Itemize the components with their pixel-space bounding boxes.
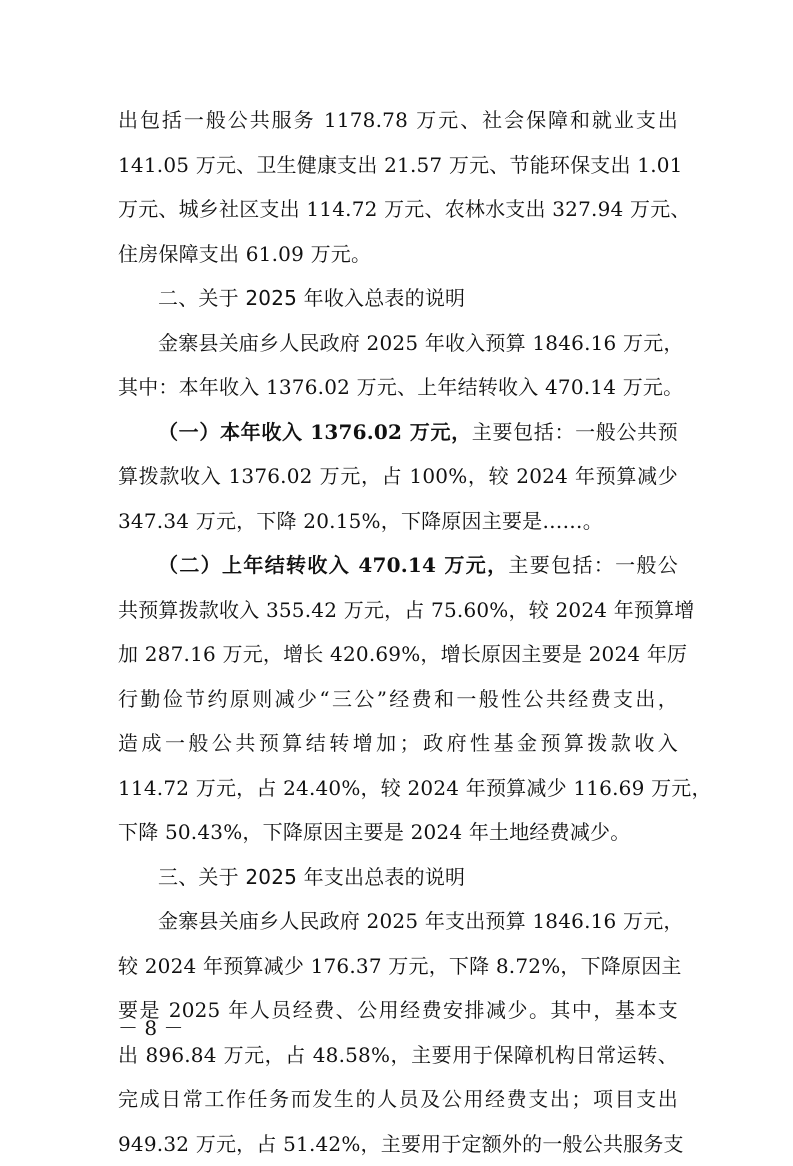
text-line: 金寨县关庙乡人民政府 2025 年支出预算 1846.16 万元， <box>118 899 678 944</box>
text-line: 金寨县关庙乡人民政府 2025 年收入预算 1846.16 万元， <box>118 321 678 366</box>
text-line: 下降 50.43%，下降原因主要是 2024 年土地经费减少。 <box>118 810 678 855</box>
text-line <box>118 410 678 455</box>
text-line: 要是 2025 年人员经费、公用经费安排减少。其中，基本支 <box>118 988 678 1033</box>
text-line: 141.05 万元、卫生健康支出 21.57 万元、节能环保支出 1.01 <box>118 143 678 188</box>
text-line: 347.34 万元，下降 20.15%，下降原因主要是……。 <box>118 499 678 544</box>
text-line: 114.72 万元，占 24.40%，较 2024 年预算减少 116.69 万元， <box>118 766 678 811</box>
subheading-current-year-income: （一）本年收入 1376.02 万元， <box>158 420 472 444</box>
section-heading-expenditure: 三、关于 2025 年支出总表的说明 <box>118 855 678 900</box>
section-heading-income: 二、关于 2025 年收入总表的说明 <box>118 276 678 321</box>
subheading-carryover-income: （二）上年结转收入 470.14 万元， <box>158 553 508 577</box>
text-line: 其中：本年收入 1376.02 万元、上年结转收入 470.14 万元。 <box>118 365 678 410</box>
text-line: 共预算拨款收入 355.42 万元，占 75.60%，较 2024 年预算增 <box>118 588 678 633</box>
page-number: － 8 － <box>118 1016 183 1040</box>
text-run: 主要包括：一般公共预 <box>472 420 678 444</box>
text-line: 出 896.84 万元，占 48.58%，主要用于保障机构日常运转、 <box>118 1033 678 1078</box>
text-line: 加 287.16 万元，增长 420.69%，增长原因主要是 2024 年厉 <box>118 632 678 677</box>
text-line: 万元、城乡社区支出 114.72 万元、农林水支出 327.94 万元、 <box>118 187 678 232</box>
text-run: 主要包括：一般公 <box>508 553 678 577</box>
document-body <box>118 98 678 1166</box>
text-line: 完成日常工作任务而发生的人员及公用经费支出；项目支出 <box>118 1077 678 1122</box>
text-line: 949.32 万元，占 51.42%，主要用于定额外的一般公共服务支 <box>118 1122 678 1166</box>
text-line: 算拨款收入 1376.02 万元，占 100%，较 2024 年预算减少 <box>118 454 678 499</box>
text-line: 住房保障支出 61.09 万元。 <box>118 232 678 277</box>
text-line: 行勤俭节约原则减少“三公”经费和一般性公共经费支出， <box>118 677 678 722</box>
text-line: 较 2024 年预算减少 176.37 万元，下降 8.72%，下降原因主 <box>118 944 678 989</box>
text-line: 出包括一般公共服务 1178.78 万元、社会保障和就业支出 <box>118 98 678 143</box>
text-line <box>118 543 678 588</box>
text-line: 造成一般公共预算结转增加；政府性基金预算拨款收入 <box>118 721 678 766</box>
